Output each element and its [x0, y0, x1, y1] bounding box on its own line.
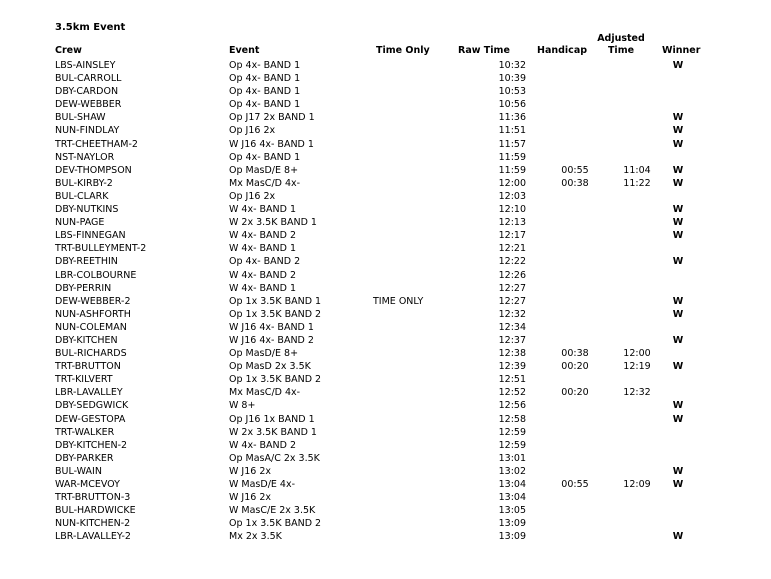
cell-raw-time: 10:56	[498, 99, 526, 111]
cell-event: W J16 2x	[229, 465, 271, 477]
cell-adjusted-time: 11:04	[623, 164, 651, 176]
cell-raw-time: 12:22	[498, 256, 526, 268]
page-title: 3.5km Event	[55, 22, 126, 33]
cell-event: Op MasD/E 8+	[229, 348, 299, 360]
table-row	[0, 426, 771, 439]
cell-crew: BUL-CLARK	[55, 190, 109, 202]
cell-winner: W	[672, 112, 684, 124]
cell-event: Op MasD/E 8+	[229, 164, 299, 176]
table-row	[0, 138, 771, 151]
table-row	[0, 269, 771, 282]
table-row	[0, 478, 771, 491]
cell-crew: NUN-ASHFORTH	[55, 308, 131, 320]
cell-raw-time: 12:38	[498, 348, 526, 360]
cell-raw-time: 12:32	[498, 308, 526, 320]
table-row	[0, 216, 771, 229]
cell-raw-time: 11:51	[498, 125, 526, 137]
cell-crew: DBY-KITCHEN-2	[55, 439, 128, 451]
cell-event: W 4x- BAND 1	[229, 243, 297, 255]
cell-winner: W	[672, 400, 684, 412]
cell-crew: TRT-BRUTTON	[55, 361, 121, 373]
cell-event: W J16 4x- BAND 1	[229, 321, 314, 333]
table-row	[0, 164, 771, 177]
cell-crew: LBR-LAVALLEY	[55, 387, 123, 399]
cell-raw-time: 12:52	[498, 387, 526, 399]
cell-adjusted-time: 12:09	[623, 479, 651, 490]
cell-winner: W	[672, 465, 684, 477]
cell-crew: BUL-WAIN	[55, 465, 102, 477]
table-row	[0, 151, 771, 164]
cell-time-only: TIME ONLY	[373, 295, 424, 307]
cell-winner: W	[672, 204, 684, 216]
cell-crew: NUN-FINDLAY	[55, 125, 120, 137]
cell-crew: DBY-PERRIN	[55, 282, 112, 294]
table-row	[0, 111, 771, 124]
table-row	[0, 85, 771, 98]
cell-event: W 4x- BAND 2	[229, 439, 297, 451]
table-row	[0, 295, 771, 308]
cell-event: W 4x- BAND 2	[229, 269, 297, 281]
table-row	[0, 530, 771, 543]
cell-crew: BUL-CARROLL	[55, 73, 122, 85]
cell-event: Op MasD 2x 3.5K	[229, 361, 311, 373]
cell-raw-time: 11:59	[498, 164, 526, 176]
cell-event: W J16 4x- BAND 1	[229, 138, 314, 150]
cell-handicap: 00:55	[561, 164, 589, 176]
cell-raw-time: 12:51	[498, 374, 526, 386]
cell-event: Op J16 2x	[229, 190, 276, 202]
table-row	[0, 98, 771, 111]
cell-crew: LBS-AINSLEY	[55, 60, 116, 71]
column-header-raw-time: Raw Time	[458, 45, 510, 56]
cell-winner: W	[672, 177, 684, 189]
cell-event: Op 4x- BAND 1	[229, 73, 301, 85]
cell-winner: W	[672, 164, 684, 176]
cell-crew: TRT-KILVERT	[55, 374, 113, 386]
table-row	[0, 360, 771, 373]
table-row	[0, 242, 771, 255]
cell-crew: BUL-KIRBY-2	[55, 177, 113, 189]
cell-raw-time: 12:27	[498, 295, 526, 307]
cell-raw-time: 12:59	[498, 439, 526, 451]
cell-winner: W	[672, 138, 684, 150]
cell-crew: TRT-WALKER	[55, 426, 115, 438]
cell-crew: DEW-GESTOPA	[55, 413, 126, 425]
cell-crew: DBY-NUTKINS	[55, 204, 119, 216]
cell-crew: BUL-HARDWICKE	[55, 505, 136, 517]
cell-adjusted-time: 12:19	[623, 361, 651, 373]
cell-crew: LBR-LAVALLEY-2	[55, 531, 131, 543]
cell-event: Op MasA/C 2x 3.5K	[229, 452, 320, 464]
cell-event: Op J16 2x	[229, 125, 276, 137]
cell-event: Op 4x- BAND 1	[229, 86, 301, 98]
cell-event: Op 1x 3.5K BAND 2	[229, 374, 322, 386]
table-row	[0, 255, 771, 268]
results-table-body	[0, 59, 771, 543]
table-row	[0, 59, 771, 72]
cell-raw-time: 13:05	[498, 505, 526, 517]
cell-event: W J16 2x	[229, 492, 271, 504]
table-row	[0, 413, 771, 426]
column-header-winner: Winner	[662, 45, 701, 56]
cell-crew: NUN-COLEMAN	[55, 321, 127, 333]
cell-raw-time: 12:03	[498, 190, 526, 202]
column-header-event: Event	[229, 45, 260, 56]
cell-raw-time: 12:58	[498, 413, 526, 425]
cell-winner: W	[672, 308, 684, 320]
cell-winner: W	[672, 413, 684, 425]
cell-crew: TRT-BRUTTON-3	[55, 492, 131, 504]
table-row	[0, 124, 771, 137]
cell-crew: BUL-RICHARDS	[55, 348, 127, 360]
cell-event: W 4x- BAND 1	[229, 204, 297, 216]
cell-crew: NST-NAYLOR	[55, 151, 115, 163]
cell-event: W 4x- BAND 1	[229, 282, 297, 294]
table-row	[0, 177, 771, 190]
cell-raw-time: 12:56	[498, 400, 526, 412]
table-row	[0, 72, 771, 85]
cell-event: Op 4x- BAND 1	[229, 151, 301, 163]
cell-winner: W	[672, 230, 684, 242]
table-row	[0, 504, 771, 517]
cell-crew: TRT-CHEETHAM-2	[55, 138, 138, 150]
table-row	[0, 386, 771, 399]
cell-raw-time: 13:09	[498, 518, 526, 530]
cell-event: Op 4x- BAND 2	[229, 256, 301, 268]
cell-event: W MasC/E 2x 3.5K	[229, 505, 316, 517]
table-row	[0, 439, 771, 452]
cell-crew: WAR-MCEVOY	[55, 479, 120, 490]
cell-handicap: 00:20	[561, 387, 589, 399]
cell-handicap: 00:38	[561, 348, 589, 360]
cell-adjusted-time: 11:22	[623, 177, 651, 189]
table-row	[0, 229, 771, 242]
cell-raw-time: 12:26	[498, 269, 526, 281]
cell-winner: W	[672, 295, 684, 307]
cell-crew: TRT-BULLEYMENT-2	[55, 243, 147, 255]
cell-crew: NUN-PAGE	[55, 217, 105, 229]
cell-event: Mx MasC/D 4x-	[229, 177, 301, 189]
cell-winner: W	[672, 531, 684, 543]
cell-event: Op 1x 3.5K BAND 2	[229, 308, 322, 320]
cell-crew: DEV-THOMPSON	[55, 164, 132, 176]
cell-raw-time: 12:27	[498, 282, 526, 294]
cell-event: Op J16 1x BAND 1	[229, 413, 315, 425]
cell-raw-time: 11:59	[498, 151, 526, 163]
cell-winner: W	[672, 334, 684, 346]
cell-raw-time: 13:01	[498, 452, 526, 464]
cell-crew: DBY-KITCHEN	[55, 334, 118, 346]
table-row	[0, 282, 771, 295]
cell-crew: LBR-COLBOURNE	[55, 269, 137, 281]
cell-crew: DBY-REETHIN	[55, 256, 118, 268]
cell-event: W 4x- BAND 2	[229, 230, 297, 242]
cell-winner: W	[672, 361, 684, 373]
table-row	[0, 399, 771, 412]
cell-raw-time: 12:39	[498, 361, 526, 373]
cell-winner: W	[672, 60, 684, 71]
cell-raw-time: 12:34	[498, 321, 526, 333]
cell-handicap: 00:38	[561, 177, 589, 189]
table-row	[0, 491, 771, 504]
cell-crew: LBS-FINNEGAN	[55, 230, 126, 242]
cell-event: Op 1x 3.5K BAND 1	[229, 295, 322, 307]
cell-raw-time: 11:36	[498, 112, 526, 124]
cell-event: Op 1x 3.5K BAND 2	[229, 518, 322, 530]
table-row	[0, 334, 771, 347]
column-header-crew: Crew	[55, 45, 82, 56]
cell-winner: W	[672, 256, 684, 268]
table-row	[0, 465, 771, 478]
cell-winner: W	[672, 125, 684, 137]
cell-raw-time: 13:04	[498, 479, 526, 490]
cell-raw-time: 10:32	[498, 60, 526, 71]
cell-raw-time: 12:00	[498, 177, 526, 189]
cell-event: W 8+	[229, 400, 256, 412]
column-header-adjusted-time: Adjusted Time	[597, 33, 645, 56]
cell-handicap: 00:55	[561, 479, 589, 490]
cell-event: W 2x 3.5K BAND 1	[229, 217, 317, 229]
table-row	[0, 308, 771, 321]
cell-event: Op J17 2x BAND 1	[229, 112, 315, 124]
cell-raw-time: 10:39	[498, 73, 526, 85]
cell-adjusted-time: 12:32	[623, 387, 651, 399]
cell-event: Op 4x- BAND 1	[229, 99, 301, 111]
cell-crew: DEW-WEBBER	[55, 99, 122, 111]
cell-raw-time: 12:59	[498, 426, 526, 438]
cell-winner: W	[672, 479, 684, 490]
cell-crew: DEW-WEBBER-2	[55, 295, 131, 307]
table-row	[0, 347, 771, 360]
column-header-time-only: Time Only	[376, 45, 430, 56]
cell-raw-time: 12:37	[498, 334, 526, 346]
table-row	[0, 517, 771, 530]
cell-raw-time: 12:21	[498, 243, 526, 255]
cell-raw-time: 12:17	[498, 230, 526, 242]
table-row	[0, 203, 771, 216]
cell-raw-time: 11:57	[498, 138, 526, 150]
table-row	[0, 321, 771, 334]
cell-raw-time: 13:04	[498, 492, 526, 504]
cell-event: W J16 4x- BAND 2	[229, 334, 314, 346]
cell-winner: W	[672, 217, 684, 229]
cell-adjusted-time: 12:00	[623, 348, 651, 360]
cell-event: Mx 2x 3.5K	[229, 531, 282, 543]
cell-event: W 2x 3.5K BAND 1	[229, 426, 317, 438]
cell-crew: NUN-KITCHEN-2	[55, 518, 131, 530]
cell-event: W MasD/E 4x-	[229, 479, 296, 490]
cell-event: Op 4x- BAND 1	[229, 60, 301, 71]
cell-raw-time: 10:53	[498, 86, 526, 98]
cell-raw-time: 13:02	[498, 465, 526, 477]
cell-crew: BUL-SHAW	[55, 112, 106, 124]
table-row	[0, 373, 771, 386]
cell-crew: DBY-SEDGWICK	[55, 400, 129, 412]
cell-event: Mx MasC/D 4x-	[229, 387, 301, 399]
cell-raw-time: 12:10	[498, 204, 526, 216]
table-row	[0, 452, 771, 465]
cell-raw-time: 13:09	[498, 531, 526, 543]
cell-crew: DBY-PARKER	[55, 452, 114, 464]
column-header-handicap: Handicap	[537, 45, 588, 56]
cell-raw-time: 12:13	[498, 217, 526, 229]
cell-handicap: 00:20	[561, 361, 589, 373]
cell-crew: DBY-CARDON	[55, 86, 119, 98]
table-row	[0, 190, 771, 203]
